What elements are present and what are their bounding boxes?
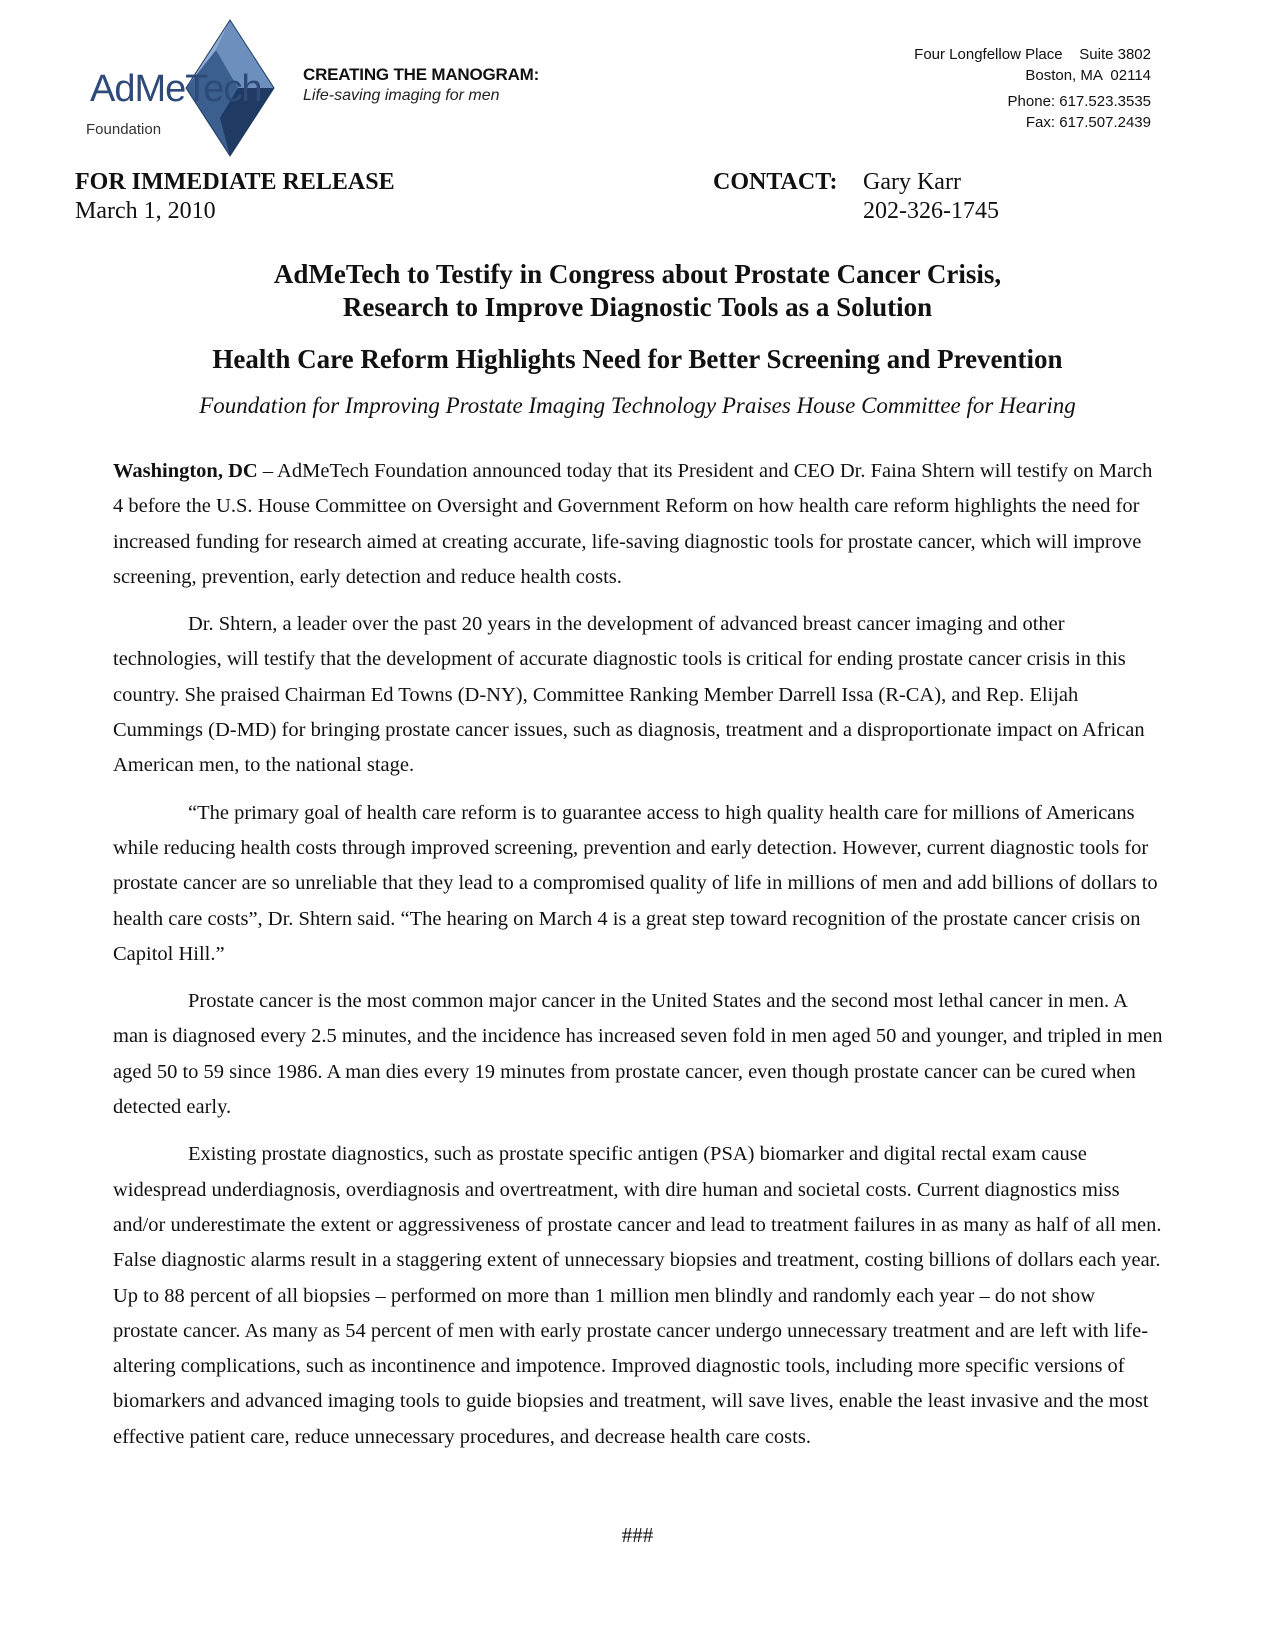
release-label: FOR IMMEDIATE RELEASE xyxy=(75,169,395,195)
paragraph-4: Prostate cancer is the most common major cancer in the United States and the second most lethal cancer in men. A man is diagnosed every 2.5 minutes, and the incidence has increased seven fold in men aged 50 and younger, and tripled in men aged 50 to 59 since 1986. A man dies every 19 minutes from prostate cancer, even though prostate cancer can be cured when detected early. xyxy=(113,990,1163,1119)
main-headline xyxy=(0,258,1275,324)
logo-subtitle: Foundation xyxy=(86,121,162,138)
tagline xyxy=(303,65,539,105)
paragraph-1 xyxy=(113,454,1163,595)
paragraph-5: Existing prostate diagnostics, such as prostate specific antigen (PSA) biomarker and digital rectal exam cause widespread underdiagnosis, overdiagnosis and overtreatment, with dire human and societal costs. Current diagnostics miss and/or underestimate the extent or aggressiveness of prostate cancer and lead to treatment failures in as many as half of all men. False diagnostic alarms result in a staggering extent of unnecessary biopsies and treatment, costing billions of dollars each year. Up to 88 percent of all biopsies – performed on more than 1 million men blindly and randomly each year – do not show prostate cancer. As many as 54 percent of men with early prostate cancer undergo unnecessary treatment and are left with life-altering complications, such as incontinence and impotence. Improved diagnostic tools, including more specific versions of biomarkers and advanced imaging tools to guide biopsies and treatment, will save lives, enable the least invasive and the most effective patient care, reduce unnecessary procedures, and decrease health care costs. xyxy=(113,1143,1162,1448)
address-line-2: Boston, MA 02114 xyxy=(1025,67,1151,84)
contact-name: Gary Karr xyxy=(863,169,961,195)
release-date: March 1, 2010 xyxy=(75,198,216,224)
contact-info xyxy=(713,168,999,226)
tertiary-headline: Foundation for Improving Prostate Imaging Technology Praises House Committee for Hearing xyxy=(199,393,1076,418)
fax-number: Fax: 617.507.2439 xyxy=(1025,114,1151,131)
main-headline-line-2: Research to Improve Diagnostic Tools as a Solution xyxy=(342,292,933,322)
secondary-headline: Health Care Reform Highlights Need for Better Screening and Prevention xyxy=(212,344,1063,374)
release-info xyxy=(75,168,395,226)
address-line-1: Four Longfellow Place Suite 3802 xyxy=(914,46,1151,63)
tagline-subtitle: Life-saving imaging for men xyxy=(303,87,500,104)
phone-number: Phone: 617.523.3535 xyxy=(1007,93,1151,110)
end-mark: ### xyxy=(621,1523,654,1547)
main-headline-line-1: AdMeTech to Testify in Congress about Prostate Cancer Crisis, xyxy=(273,259,1002,289)
paragraph-2: Dr. Shtern, a leader over the past 20 years in the development of advanced breast cancer imaging and other technologies, will testify that the development of accurate diagnostic tools is critical for ending prostate cancer crisis in this country. She praised Chairman Ed Towns (D-NY), Committee Ranking Member Darrell Issa (R-CA), and Rep. Elijah Cummings (D-MD) for bringing prostate cancer issues, such as diagnosis, treatment and a disproportionate impact on African American men, to the national stage. xyxy=(113,613,1145,777)
dateline-location: Washington, DC xyxy=(113,460,258,482)
tagline-title: CREATING THE MANOGRAM: xyxy=(303,65,540,84)
logo xyxy=(80,18,290,158)
address-block xyxy=(914,44,1151,133)
logo-wordmark: AdMeTech xyxy=(90,68,262,110)
contact-label: CONTACT: xyxy=(713,169,838,195)
paragraph-3: “The primary goal of health care reform is to guarantee access to high quality health care for millions of Americans while reducing health costs through improved screening, prevention and early detection. However, current diagnostic tools for prostate cancer are so unreliable that they lead to a compromised quality of life in millions of men and add billions of dollars to health care costs”, Dr. Shtern said. “The hearing on March 4 is a great step toward recognition of the prostate cancer crisis on Capitol Hill.” xyxy=(113,801,1158,965)
contact-phone: 202-326-1745 xyxy=(863,198,999,224)
paragraph-1-text: – AdMeTech Foundation announced today that its President and CEO Dr. Faina Shtern will testify on March 4 before the U.S. House Committee on Oversight and Government Reform on how health care reform highlights the need for increased funding for research aimed at creating accurate, life-saving diagnostic tools for prostate cancer, which will improve screening, prevention, early detection and reduce health costs. xyxy=(113,460,1153,588)
article-body xyxy=(113,454,1163,1467)
